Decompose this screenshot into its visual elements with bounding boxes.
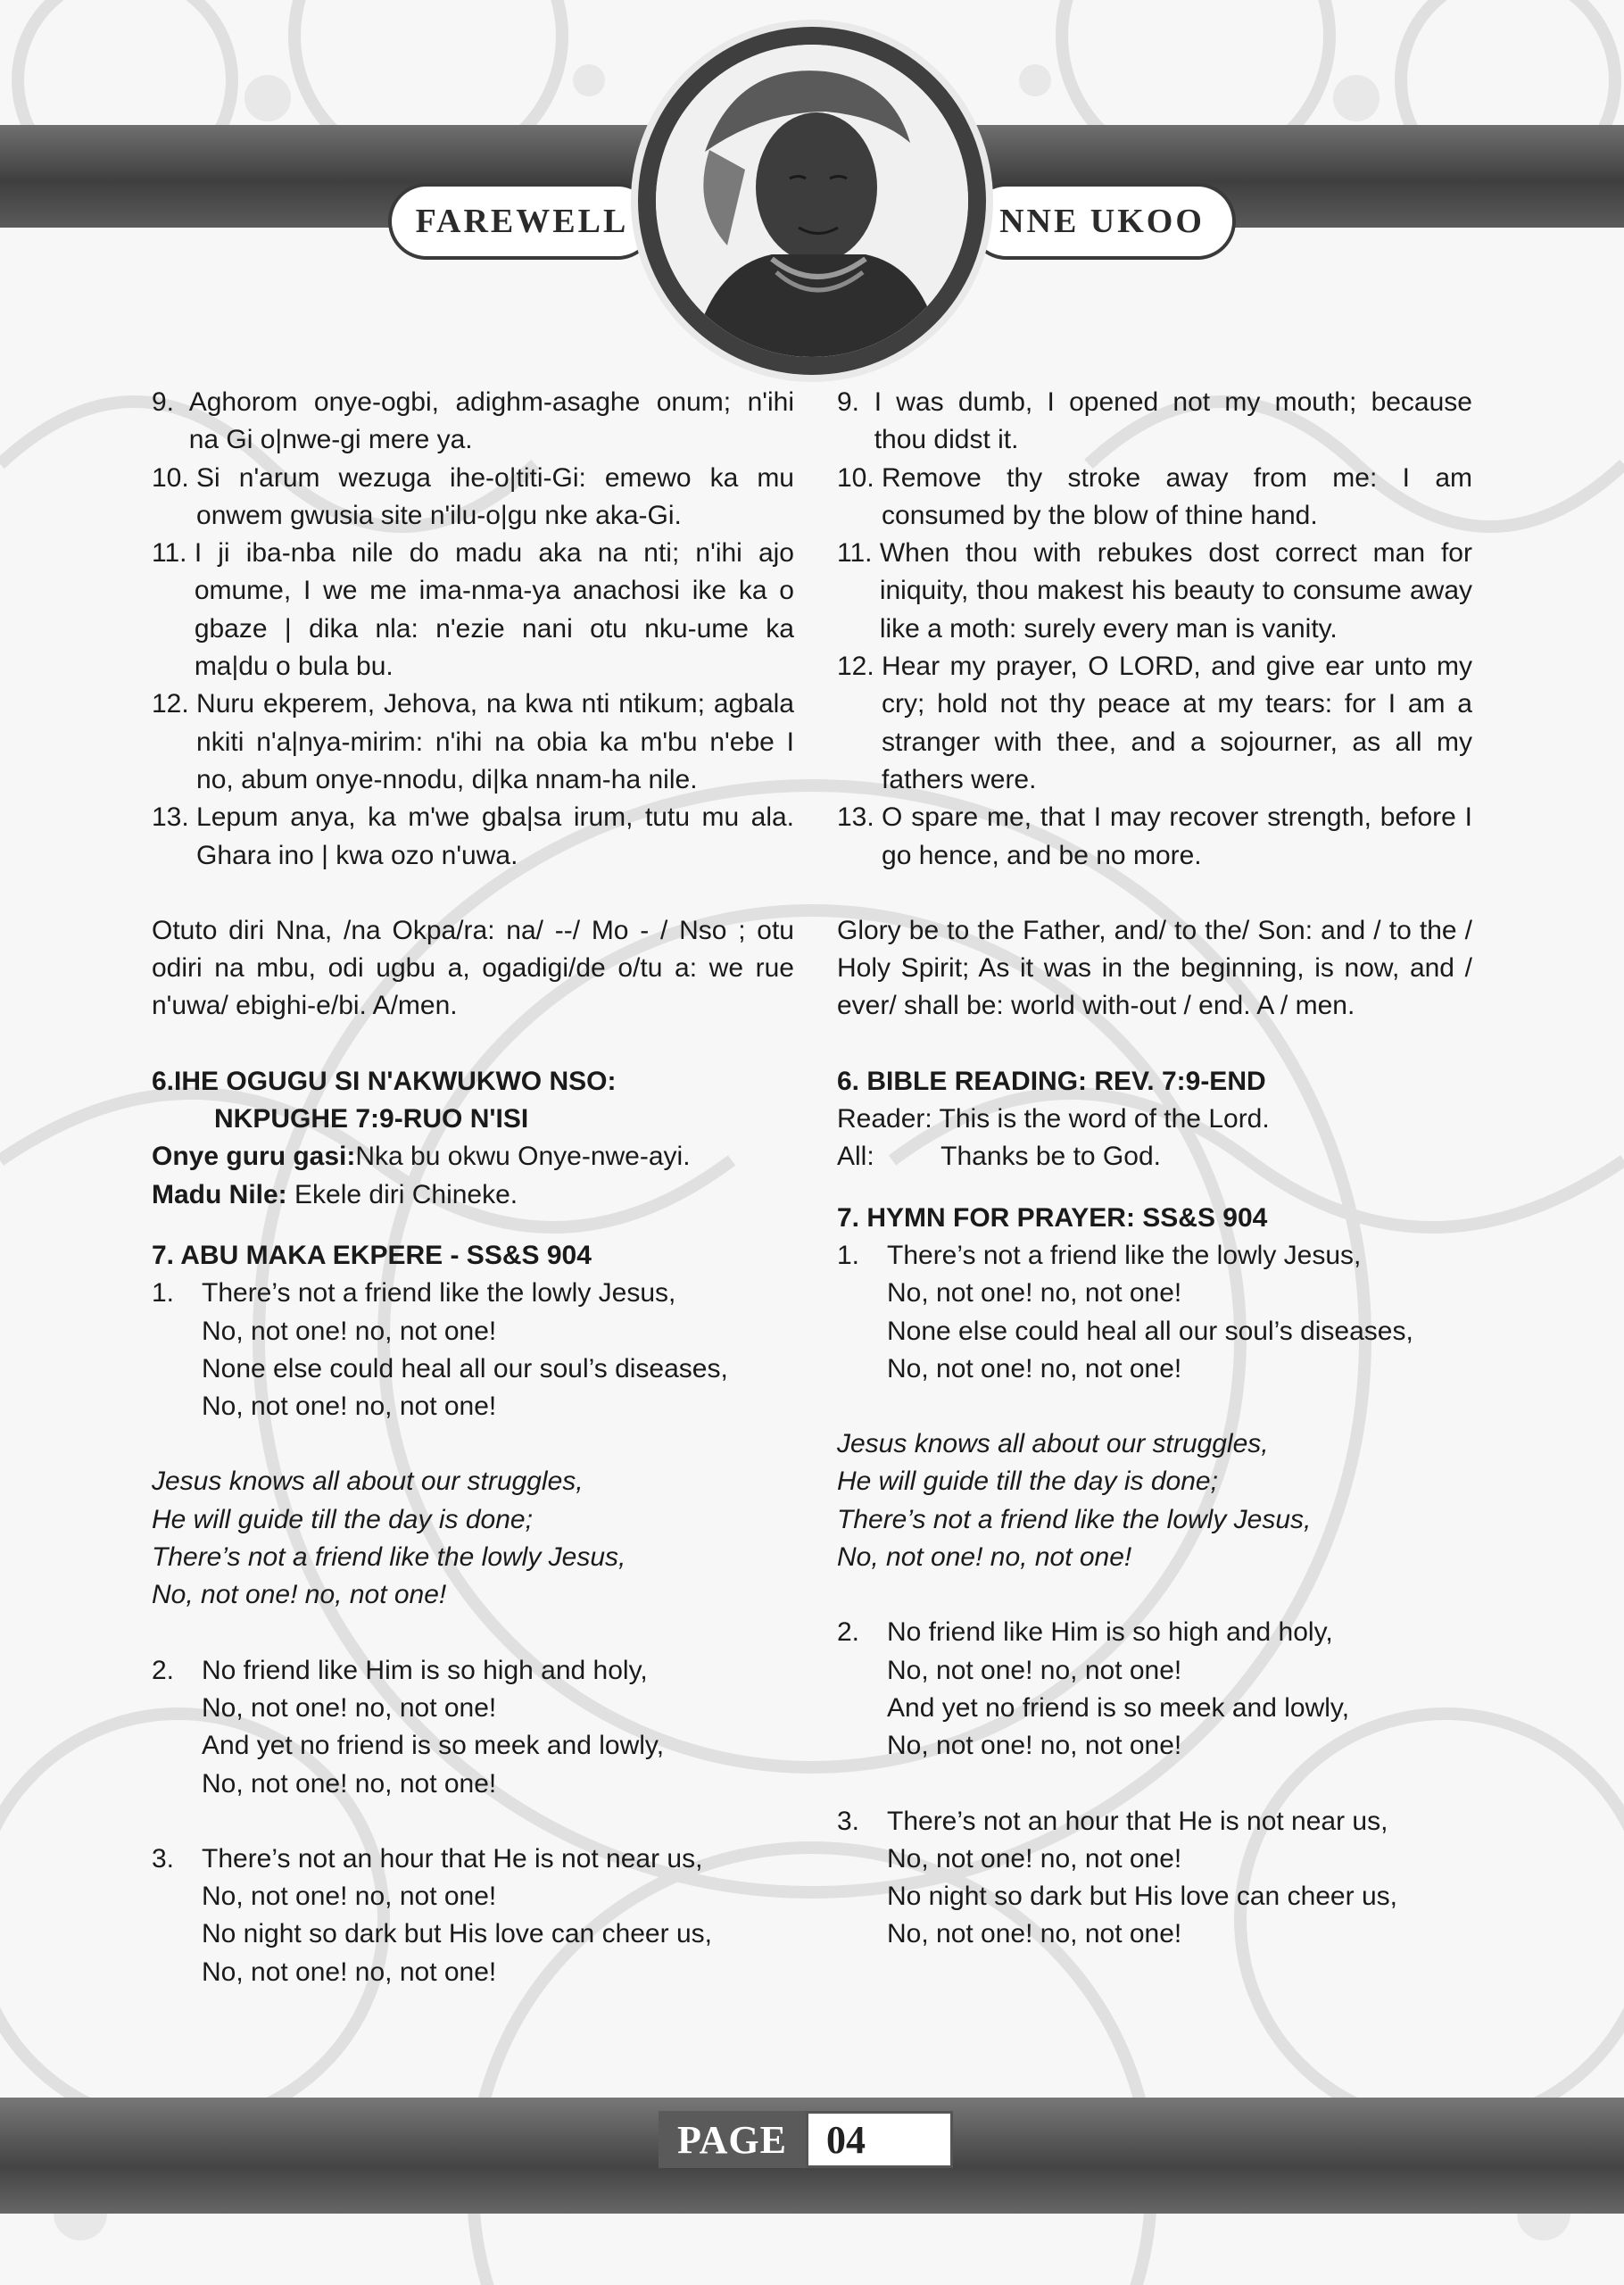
- stanza-number: 2.: [837, 1617, 860, 1648]
- hymn-heading: 7. HYMN FOR PRAYER: SS&S 904: [837, 1202, 1268, 1233]
- all-label: Madu Nile:: [152, 1179, 287, 1209]
- header-title-left: FAREWELL: [388, 183, 656, 260]
- verse-row: [837, 535, 1472, 648]
- congregation-response: [152, 1176, 794, 1214]
- verse-text: Remove thy stroke away from me: I am consumed by the blow of thine hand.: [882, 462, 1472, 530]
- header-title-right: NNE UKOO: [968, 183, 1236, 260]
- verse-number: 13.: [152, 802, 197, 833]
- page-number: 04: [806, 2111, 953, 2168]
- hymn-line: No, not one! no, not one!: [202, 1957, 497, 1987]
- hymn-line: No, not one! no, not one!: [887, 1278, 1182, 1309]
- stanza-number: 1.: [152, 1278, 175, 1309]
- stanza-number: 1.: [837, 1240, 860, 1270]
- verse-row: [837, 384, 1472, 460]
- chorus-line: There’s not a friend like the lowly Jesus,: [837, 1504, 1312, 1534]
- verse-text: Hear my prayer, O LORD, and give ear unto my cry; hold not thy peace at my tears: for I am a stranger with thee, and a sojourner, as all my fathers were.: [882, 652, 1472, 794]
- verse-row: [152, 686, 794, 799]
- verse-row: [837, 648, 1472, 799]
- verse-text: Lepum anya, ka m'we gba|sa irum, tutu mu ala. Ghara ino | kwa ozo n'uwa.: [196, 802, 794, 870]
- hymn-line: There’s not an hour that He is not near us,: [202, 1843, 703, 1874]
- hymn-stanza: [837, 1803, 1472, 1954]
- reading-heading-line1: 6.IHE OGUGU SI N'AKWUKWO NSO:: [152, 1066, 617, 1096]
- gloria-patri: Otuto diri Nna, /na Okpa/ra: na/ --/ Mo - / Nso ; otu odiri na mbu, odi ugbu a, ogadigi/de o/tu a: we rue n'uwa/ ebighi-e/bi. A/men.: [152, 915, 794, 1021]
- hymn-stanza: [152, 1840, 794, 1991]
- verse-number: 9.: [837, 387, 874, 417]
- verse-text: I was dumb, I opened not my mouth; because thou didst it.: [874, 387, 1472, 455]
- verse-number: 11.: [152, 538, 195, 569]
- chorus-line: No, not one! no, not one!: [152, 1580, 447, 1610]
- hymn-line: No, not one! no, not one!: [887, 1353, 1182, 1383]
- hymn-stanza: [152, 1652, 794, 1803]
- verse-number: 11.: [837, 538, 880, 569]
- hymn-line: There’s not a friend like the lowly Jesus,: [202, 1278, 676, 1309]
- hymn-line: No, not one! no, not one!: [202, 1882, 497, 1912]
- chorus-line: Jesus knows all about our struggles,: [152, 1467, 584, 1497]
- congregation-response: All: Thanks be to God.: [837, 1142, 1161, 1172]
- hymn-line: There’s not a friend like the lowly Jesus,: [887, 1240, 1362, 1270]
- verse-text: Nuru ekperem, Jehova, na kwa nti ntikum; agbala nkiti n'a|nya-mirim: n'ihi na obia ka m'bu n'ebe I no, abum onye-nnodu, di|ka nnam-ha nile.: [196, 689, 794, 794]
- chorus-line: There’s not a friend like the lowly Jesus,: [152, 1542, 626, 1573]
- chorus-line: He will guide till the day is done;: [152, 1504, 533, 1534]
- reader-text: Nka bu okwu Onye-nwe-ayi.: [355, 1142, 691, 1172]
- hymn-stanza: [837, 1237, 1472, 1388]
- hymn-line: No, not one! no, not one!: [887, 1731, 1182, 1761]
- reading-heading: [152, 1063, 794, 1139]
- reader-response: [152, 1138, 794, 1176]
- hymn-line: No, not one! no, not one!: [202, 1392, 497, 1422]
- hymn-line: No night so dark but His love can cheer us,: [887, 1882, 1397, 1912]
- reading-heading-line2: NKPUGHE 7:9-RUO N'ISI: [214, 1104, 529, 1134]
- verse-number: 13.: [837, 802, 882, 833]
- all-text: Ekele diri Chineke.: [286, 1179, 518, 1209]
- verse-number: 12.: [837, 652, 882, 682]
- page-number-box: [659, 2111, 953, 2168]
- igbo-column: [152, 384, 794, 1991]
- verse-row: [152, 460, 794, 536]
- verse-text: I ji iba-nba nile do madu aka na nti; n'ihi ajo omume, I we me ima-nma-ya anachosi ike ka o gbaze | dika nla: n'ezie nani otu nku-ume ka ma|du o bula bu.: [194, 538, 794, 682]
- verse-row: [152, 799, 794, 875]
- hymn-line: And yet no friend is so meek and lowly,: [202, 1731, 665, 1761]
- verse-text: Aghorom onye-ogbi, adighm-asaghe onum; n'ihi na Gi o|nwe-gi mere ya.: [188, 387, 794, 455]
- chorus-line: He will guide till the day is done;: [837, 1467, 1218, 1497]
- hymn-line: None else could heal all our soul’s diseases,: [887, 1316, 1413, 1346]
- hymn-chorus: [837, 1425, 1472, 1576]
- stanza-number: 3.: [837, 1806, 860, 1836]
- verse-number: 10.: [837, 462, 882, 493]
- verse-text: Si n'arum wezuga ihe-o|titi-Gi: emewo ka mu onwem gwusia site n'ilu-o|gu nke aka-Gi.: [196, 462, 794, 530]
- hymn-chorus: [152, 1463, 794, 1614]
- hymn-line: No friend like Him is so high and holy,: [202, 1655, 648, 1685]
- hymn-line: No, not one! no, not one!: [202, 1768, 497, 1799]
- gloria-patri: Glory be to the Father, and/ to the/ Son: and / to the / Holy Spirit; As it was in the beginning, is now, and / ever/ shall be: world with-out / end. A / men.: [837, 915, 1472, 1021]
- chorus-line: No, not one! no, not one!: [837, 1542, 1132, 1573]
- stanza-number: 2.: [152, 1655, 175, 1685]
- verse-row: [837, 460, 1472, 536]
- reader-response: Reader: This is the word of the Lord.: [837, 1104, 1270, 1134]
- verse-row: [152, 535, 794, 686]
- hymn-line: No friend like Him is so high and holy,: [887, 1617, 1333, 1648]
- verse-row: [837, 799, 1472, 875]
- hymn-stanza: [152, 1275, 794, 1425]
- page-label: PAGE: [659, 2111, 806, 2168]
- hymn-line: No, not one! no, not one!: [887, 1919, 1182, 1949]
- hymn-line: No, not one! no, not one!: [887, 1655, 1182, 1685]
- reading-heading: 6. BIBLE READING: REV. 7:9-END: [837, 1066, 1266, 1096]
- reader-label: Onye guru gasi:: [152, 1142, 356, 1172]
- portrait-photo: [656, 45, 968, 357]
- stanza-number: 3.: [152, 1843, 175, 1874]
- verse-number: 12.: [152, 689, 197, 719]
- hymn-stanza: [837, 1614, 1472, 1765]
- hymn-line: No night so dark but His love can cheer us,: [202, 1919, 712, 1949]
- verse-row: [152, 384, 794, 460]
- chorus-line: Jesus knows all about our struggles,: [837, 1429, 1269, 1459]
- hymn-line: And yet no friend is so meek and lowly,: [887, 1692, 1350, 1723]
- verse-text: When thou with rebukes dost correct man for iniquity, thou makest his beauty to consume away like a moth: surely every man is vanity.: [879, 538, 1472, 644]
- hymn-line: No, not one! no, not one!: [202, 1316, 497, 1346]
- hymn-heading: 7. ABU MAKA EKPERE - SS&S 904: [152, 1240, 592, 1270]
- hymn-line: No, not one! no, not one!: [887, 1843, 1182, 1874]
- verse-number: 10.: [152, 462, 197, 493]
- verse-text: O spare me, that I may recover strength, before I go hence, and be no more.: [882, 802, 1472, 870]
- english-column: [837, 384, 1472, 1954]
- hymn-line: None else could heal all our soul’s diseases,: [202, 1353, 728, 1383]
- hymn-line: No, not one! no, not one!: [202, 1692, 497, 1723]
- hymn-line: There’s not an hour that He is not near us,: [887, 1806, 1388, 1836]
- verse-number: 9.: [152, 387, 189, 417]
